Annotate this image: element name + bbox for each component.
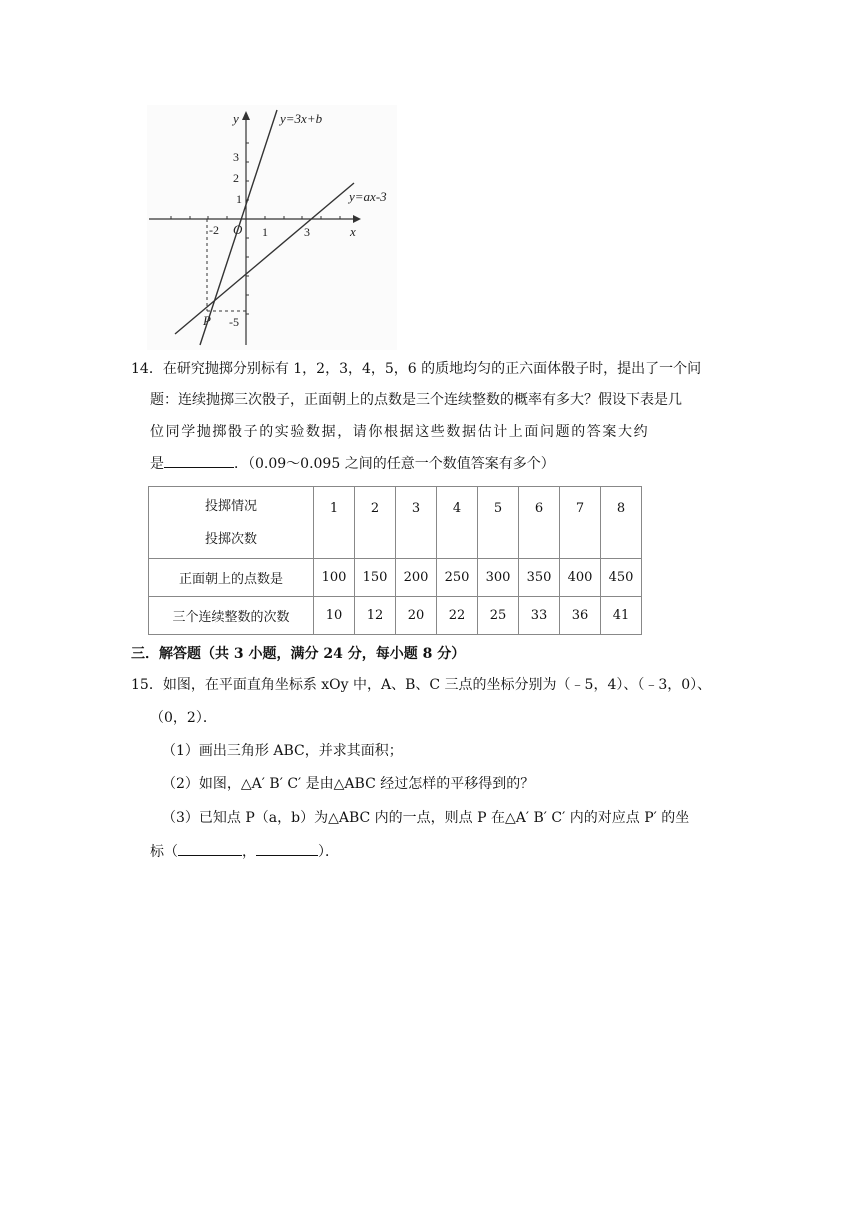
table-cell: 36 <box>560 597 601 635</box>
col-1: 1 <box>314 487 355 559</box>
table-cell: 25 <box>478 597 519 635</box>
tick-y-2: 2 <box>233 171 239 185</box>
x-axis-arrow <box>353 215 361 223</box>
q14-answer-blank[interactable] <box>164 453 234 468</box>
tick-x-3: 3 <box>304 225 310 239</box>
table-cell: 100 <box>314 559 355 597</box>
q14-line4-pre: 是 <box>150 456 164 472</box>
q14-line4-post: ．（0.09～0.095 之间的任意一个数值答案有多个） <box>234 456 555 472</box>
table-header-row <box>149 487 642 559</box>
table-cell: 350 <box>519 559 560 597</box>
y-axis-arrow <box>242 111 250 120</box>
q15-sub2: （2）如图，△A′ B′ C′ 是由△ABC 经过怎样的平移得到的？ <box>162 776 535 792</box>
table-row <box>149 559 642 597</box>
line2-label: y=ax-3 <box>349 189 387 204</box>
graph-svg <box>147 105 397 350</box>
table-cell: 20 <box>396 597 437 635</box>
y-axis-label: y <box>233 111 239 126</box>
answer-blank-1[interactable] <box>178 841 242 856</box>
col-5: 5 <box>478 487 519 559</box>
q15-sub3b <box>150 841 339 862</box>
q15-line2: （0，2）． <box>150 710 217 726</box>
coordinate-graph <box>147 105 397 350</box>
col-2: 2 <box>355 487 396 559</box>
x-axis-label: x <box>350 224 356 239</box>
q15-line1: 15．如图，在平面直角坐标系 xOy 中，A、B、C 三点的坐标分别为（﹣5，4）、（﹣3，0）、 <box>131 677 712 693</box>
line-ax-minus-3 <box>175 183 354 334</box>
table-cell: 300 <box>478 559 519 597</box>
table-cell: 450 <box>601 559 642 597</box>
col-6: 6 <box>519 487 560 559</box>
tick-x-neg2: -2 <box>209 223 219 237</box>
answer-blank-2[interactable] <box>256 841 318 856</box>
q15-sub3b-pre: 标（ <box>150 844 178 860</box>
col-7: 7 <box>560 487 601 559</box>
q15-sub3b-mid: ， <box>242 844 256 860</box>
header-top: 投掷情况 <box>204 498 257 514</box>
point-p-label: P <box>203 313 211 328</box>
tick-x-1: 1 <box>262 225 268 239</box>
q14-line2: 题：连续抛掷三次骰子，正面朝上的点数是三个连续整数的概率有多大？假设下表是几 <box>150 392 682 408</box>
col-8: 8 <box>601 487 642 559</box>
table-header-cell <box>149 487 314 559</box>
table-cell: 250 <box>437 559 478 597</box>
q15-sub3: （3）已知点 P（a，b）为△ABC 内的一点，则点 P 在△A′ B′ C′ 内的对应点 P′ 的坐 <box>162 810 690 826</box>
table-row <box>149 597 642 635</box>
tick-y-1: 1 <box>236 192 242 206</box>
table-cell: 400 <box>560 559 601 597</box>
tick-y-neg5: -5 <box>229 315 239 329</box>
col-3: 3 <box>396 487 437 559</box>
table-cell: 150 <box>355 559 396 597</box>
table-cell: 22 <box>437 597 478 635</box>
table-cell: 200 <box>396 559 437 597</box>
q15-sub1: （1）画出三角形 ABC，并求其面积； <box>162 743 403 759</box>
row1-label: 正面朝上的点数是 <box>149 559 314 597</box>
row2-label: 三个连续整数的次数 <box>149 597 314 635</box>
table-cell: 12 <box>355 597 396 635</box>
tick-y-3: 3 <box>233 150 239 164</box>
section-3-heading: 三．解答题（共 3 小题，满分 24 分，每小题 8 分） <box>131 646 466 662</box>
q15-sub3b-post: ）． <box>318 844 339 860</box>
line1-label: y=3x+b <box>280 111 323 126</box>
q14-line1: 14．在研究抛掷分别标有 1，2，3，4，5，6 的质地均匀的正六面体骰子时，提出了一个问 <box>131 361 702 377</box>
header-bottom: 投掷次数 <box>204 531 257 547</box>
q14-line3: 位同学抛掷骰子的实验数据，请你根据这些数据估计上面问题的答案大约 <box>150 424 650 440</box>
origin-label: O <box>233 222 243 237</box>
table-cell: 41 <box>601 597 642 635</box>
dice-table <box>148 486 642 635</box>
table-cell: 10 <box>314 597 355 635</box>
col-4: 4 <box>437 487 478 559</box>
table-cell: 33 <box>519 597 560 635</box>
q14-line4 <box>150 453 555 474</box>
